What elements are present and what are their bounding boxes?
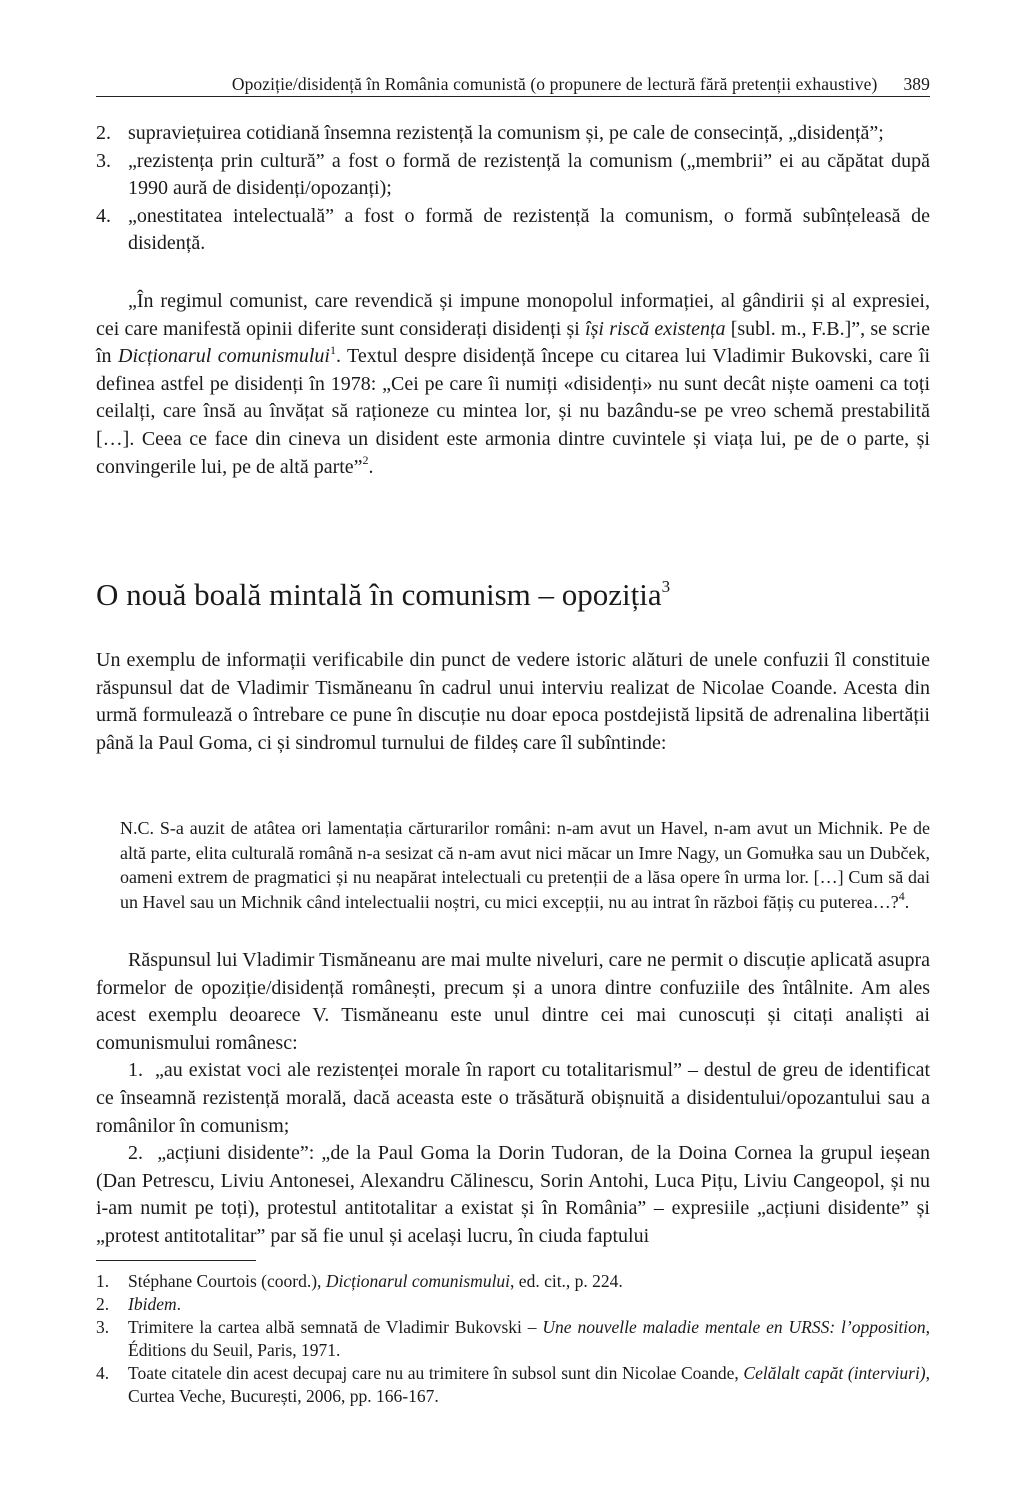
list-item: 3. „rezistența prin cultură” a fost o formă de rezistență la comunism („membrii” ei au căpătat după 1990 aură de disidenți/opozanți); bbox=[96, 149, 930, 200]
emphasis: își riscă existența bbox=[585, 317, 726, 340]
list-item: 4. „onestitatea intelectuală” a fost o formă de rezistență la comunism, o formă subînțeleasă de disidență. bbox=[96, 204, 930, 255]
book-title: Dicționarul comunismului bbox=[118, 345, 330, 368]
footnote-divider bbox=[96, 1260, 256, 1261]
analysis-item-2: 2. „acțiuni disidente”: „de la Paul Goma la Dorin Tudoran, de la Doina Cornea la grupul ieșean (Dan Petrescu, Liviu Antonesei, Alexandru Călinescu, Sorin Antohi, Luca Pițu, Liviu Cangeopol, și nu i-am numit pe toți), protestul antitotalitar a existat și în România” – expresiile „acțiuni disidente” și „protest antitotalitar” par să fie unul și același lucru, în ciuda faptului bbox=[96, 1142, 930, 1247]
running-header bbox=[96, 74, 930, 97]
paragraph-tismaneanu-answer: Răspunsul lui Vladimir Tismăneanu are mai multe niveluri, care ne permit o discuție aplicată asupra formelor de opoziție/disidență românești, precum și a unora dintre confuziile des întâlnite. Am ales acest exemplu deoarece V. Tismăneanu este unul dintre cei mai cunoscuți și citați analiști ai comunismului românesc: 1. „au existat voci ale rezistenței morale în raport cu totalitarismul” – destul de greu de identificat ce înseamnă rezistență morală, dacă aceasta este o trăsătură obișnuită a disidentului/opozantului sau a românilor în comunism; 2. „acțiuni disidente”: „de la Paul Goma la Dorin Tudoran, de la Doina Cornea la grupul ieșean (Dan Petrescu, Liviu Antonesei, Alexandru Călinescu, Sorin Antohi, Luca Pițu, Liviu Cangeopol, și nu i-am numit pe toți), protestul antitotalitar a existat și în România” – expresiile „acțiuni disidente” și „protest antitotalitar” par să fie unul și același lucru, în ciuda faptului bbox=[96, 947, 930, 1251]
footnote-3: 3. Trimitere la cartea albă semnată de Vladimir Bukovski – Une nouvelle maladie mentale en URSS: l’opposition, Éditions du Seuil, Paris, 1971. bbox=[96, 1317, 931, 1360]
running-title: Opoziție/disidență în România comunistă (o propunere de lectură fără pretenții exhaustive) bbox=[231, 74, 878, 94]
footnote-ref-4[interactable]: 4 bbox=[898, 888, 905, 903]
page-number: 389 bbox=[903, 74, 930, 94]
footnote-ref-1[interactable]: 1 bbox=[329, 342, 336, 357]
intro-numbered-list bbox=[96, 120, 930, 258]
analysis-item-1: 1. „au existat voci ale rezistenței morale în raport cu totalitarismul” – destul de greu de identificat ce înseamnă rezistență morală, dacă aceasta este o trăsătură obișnuită a disidentului/opozantului sau a românilor în comunism; bbox=[96, 1059, 930, 1137]
footnotes bbox=[96, 1270, 930, 1408]
footnote-1: 1. Stéphane Courtois (coord.), Dicționarul comunismului, ed. cit., p. 224. bbox=[96, 1271, 623, 1291]
footnote-ref-3[interactable]: 3 bbox=[661, 576, 671, 596]
section-heading: O nouă boală mintală în comunism – opoziția$^3$ bbox=[96, 576, 671, 612]
list-item: 2. supraviețuirea cotidiană însemna rezistență la comunism și, pe cale de consecință, „disidență”; bbox=[96, 122, 884, 144]
footnote-ref-2[interactable]: 2 bbox=[362, 452, 369, 467]
blockquote-interview: N.C. S-a auzit de atâtea ori lamentația cărturarilor români: n-am avut un Havel, n-am avut un Michnik. Pe de altă parte, elita culturală română n-a sesizat că n-am avut nici măcar un Imre Nagy, un Gomułka sau un Dubček, oameni extrem de pragmatici și nu neapărat intelectuali cu pretenții de a lăsa opere în urma lor. […] Cum să dai un Havel sau un Michnik când intelectualii noștri, cu mici excepții, nu au intrat în război fățiș cu puterea…?$^4$. bbox=[120, 818, 930, 912]
footnote-2: 2. Ibidem. bbox=[96, 1294, 181, 1314]
paragraph-intro-interview: Un exemplu de informații verificabile din punct de vedere istoric alături de unele confuzii îl constituie răspunsul dat de Vladimir Tismăneanu în cadrul unui interviu realizat de Nicolae Coande. Acesta din urmă formulează o întrebare ce pune în discuție nu doar epoca postdejistă lipsită de adrenalina libertății până la Paul Goma, ci și sindromul turnului de fildeș care îl subîntinde: bbox=[96, 649, 930, 754]
footnote-4: 4. Toate citatele din acest decupaj care nu au trimitere în subsol sunt din Nicolae Coande, Celălalt capăt (interviuri), Curtea Veche, București, 2006, pp. 166-167. bbox=[96, 1363, 931, 1406]
paragraph-dictionary-quote: „În regimul comunist, care revendică și impune monopolul informației, al gândirii și al expresiei, cei care manifestă opinii diferite sunt considerați disidenți și își riscă existența [subl. m., F.B.]”, se scrie în Dicționarul comunismului$^1$. Textul despre disidență începe cu citarea lui Vladimir Bukovski, care îi definea astfel pe disidenți în 1978: „Cei pe care îi numiți «disidenți» nu sunt decât niște oameni ca toți ceilalți, care însă au învățat să raționeze cu mintea lor, și nu bazându-se pe vreo schemă prestabilită […]. Ceea ce face din cineva un disident este armonia dintre cuvintele și viața lui, pe de o parte, și convingerile lui, pe de altă parte”$^2$. bbox=[96, 290, 930, 478]
